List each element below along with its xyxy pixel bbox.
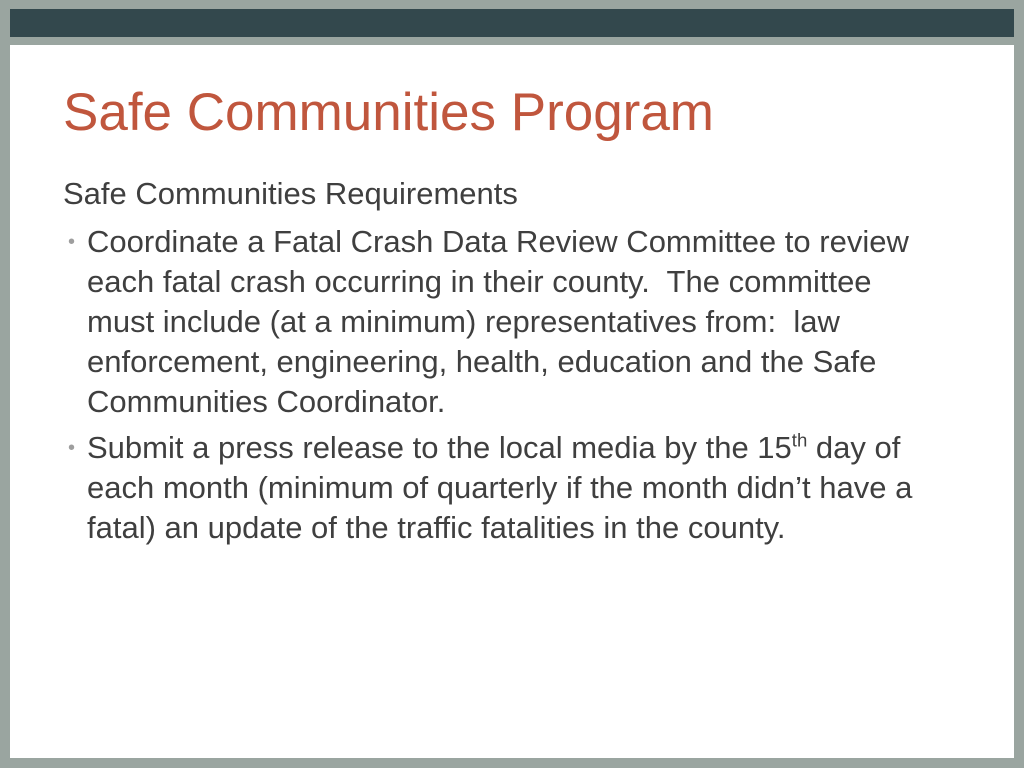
bullet-list xyxy=(63,222,974,548)
top-accent-bar xyxy=(10,9,1014,37)
bullet-icon: • xyxy=(68,436,76,459)
bullet-text xyxy=(87,428,947,548)
slide-content-area xyxy=(10,45,1014,758)
bullet-icon: • xyxy=(68,230,76,253)
slide-title: Safe Communities Program xyxy=(63,83,714,142)
requirements-heading: Safe Communities Requirements xyxy=(63,175,518,211)
bullet-text: Coordinate a Fatal Crash Data Review Committee to review each fatal crash occurring in their county. The committee must include (at a minimum) representatives from: law enforcement, engineering, health, education and the Safe Communities Coordinator. xyxy=(87,223,918,419)
list-item xyxy=(68,222,974,422)
list-item xyxy=(68,428,974,548)
ordinal-superscript: th xyxy=(791,429,808,451)
bullet-text-pre: Submit a press release to the local media by the 15 xyxy=(87,429,792,465)
bullet-text-post: day of each month (minimum of quarterly if the month didn’t have a fatal) an update of the traffic fatalities in the county. xyxy=(87,429,921,545)
